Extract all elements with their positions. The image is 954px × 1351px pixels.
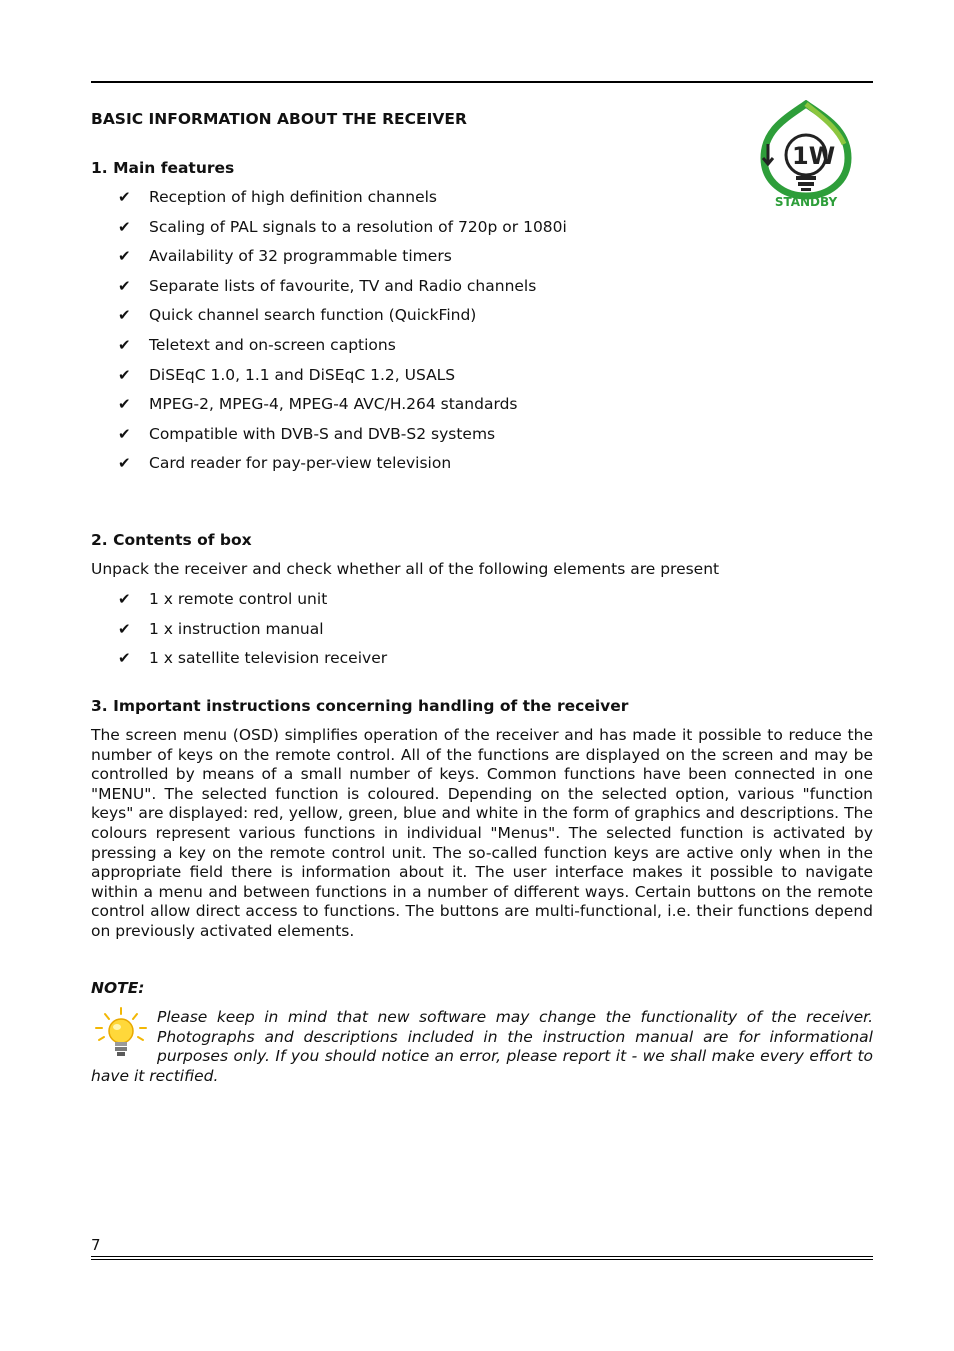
page-number: 7 — [91, 1236, 101, 1254]
lightbulb-icon — [91, 1006, 151, 1064]
list-item: ✔ 1 x instruction manual — [118, 619, 324, 638]
section-main-features-title: 1. Main features — [91, 159, 235, 177]
check-icon: ✔ — [118, 247, 131, 266]
check-icon: ✔ — [118, 276, 131, 295]
section-contents-title: 2. Contents of box — [91, 531, 252, 549]
list-item: ✔ 1 x satellite television receiver — [118, 649, 388, 668]
logo-power-text: 1W — [792, 142, 836, 170]
list-item: ✔ 1 x remote control unit — [118, 590, 328, 608]
footer-rule-double — [91, 1259, 873, 1260]
check-icon: ✔ — [118, 365, 131, 384]
standby-logo — [756, 100, 856, 212]
list-item: ✔ Reception of high definition channels — [118, 188, 438, 206]
main-features-list — [118, 186, 567, 482]
contents-intro: Unpack the receiver and check whether all of the following elements are present — [91, 560, 720, 578]
footer-rule — [91, 1256, 873, 1257]
check-icon: ✔ — [118, 217, 131, 236]
check-icon: ✔ — [118, 188, 131, 206]
contents-list — [118, 588, 387, 677]
list-item: ✔ Card reader for pay-per-view television — [118, 454, 452, 473]
list-item: ✔ Scaling of PAL signals to a resolution of 720p or 1080i — [118, 217, 567, 236]
instructions-body: The screen menu (OSD) simplifies operation of the receiver and has made it possible to reduce the number of keys on the remote control. All of the functions are displayed on the screen and may be controlled by means of a small number of keys. Common functions have been connected in one "MENU". The selected function is coloured. Depending on the selected option, various "function keys" are displayed: red, yellow, green, blue and white in the form of graphics and descriptions. The colours represent various functions in individual "Menus". The selected function is activated by pressing a key on the remote control unit. The so-called function keys are active only when in the appropriate field there is information about it. The user interface makes it possible to navigate within a menu and between functions in a number of different ways. Certain buttons on the remote control allow direct access to functions. The buttons are multi-functional, i.e. their functions depend on previously activated elements. — [91, 726, 873, 940]
check-icon: ✔ — [118, 649, 131, 668]
list-item: ✔ Teletext and on-screen captions — [118, 335, 396, 354]
list-item: ✔ Availability of 32 programmable timers — [118, 247, 452, 266]
check-icon: ✔ — [118, 335, 131, 354]
check-icon: ✔ — [118, 306, 131, 325]
note-text: Please keep in mind that new software may change the functionality of the receiver. Photographs and descriptions included in the instruction manual are for informational purposes only. If you should notice an error, please report it - we shall make every effort to have it rectified. — [91, 1008, 873, 1085]
note-block — [91, 1008, 873, 1086]
check-icon: ✔ — [118, 590, 131, 608]
header-rule — [91, 81, 873, 83]
check-icon: ✔ — [118, 454, 131, 473]
section-instructions-title: 3. Important instructions concerning handling of the receiver — [91, 697, 629, 715]
list-item: ✔ Quick channel search function (QuickFind) — [118, 306, 477, 325]
note-label: NOTE: — [91, 979, 145, 997]
logo-standby-text: STANDBY — [774, 195, 838, 209]
page-title: BASIC INFORMATION ABOUT THE RECEIVER — [91, 110, 467, 128]
check-icon: ✔ — [118, 619, 131, 638]
list-item: ✔ Compatible with DVB-S and DVB-S2 systems — [118, 424, 496, 443]
list-item: ✔ Separate lists of favourite, TV and Radio channels — [118, 276, 537, 295]
check-icon: ✔ — [118, 395, 131, 414]
list-item: ✔ MPEG-2, MPEG-4, MPEG-4 AVC/H.264 standards — [118, 395, 518, 414]
check-icon: ✔ — [118, 424, 131, 443]
list-item: ✔ DiSEqC 1.0, 1.1 and DiSEqC 1.2, USALS — [118, 365, 456, 384]
